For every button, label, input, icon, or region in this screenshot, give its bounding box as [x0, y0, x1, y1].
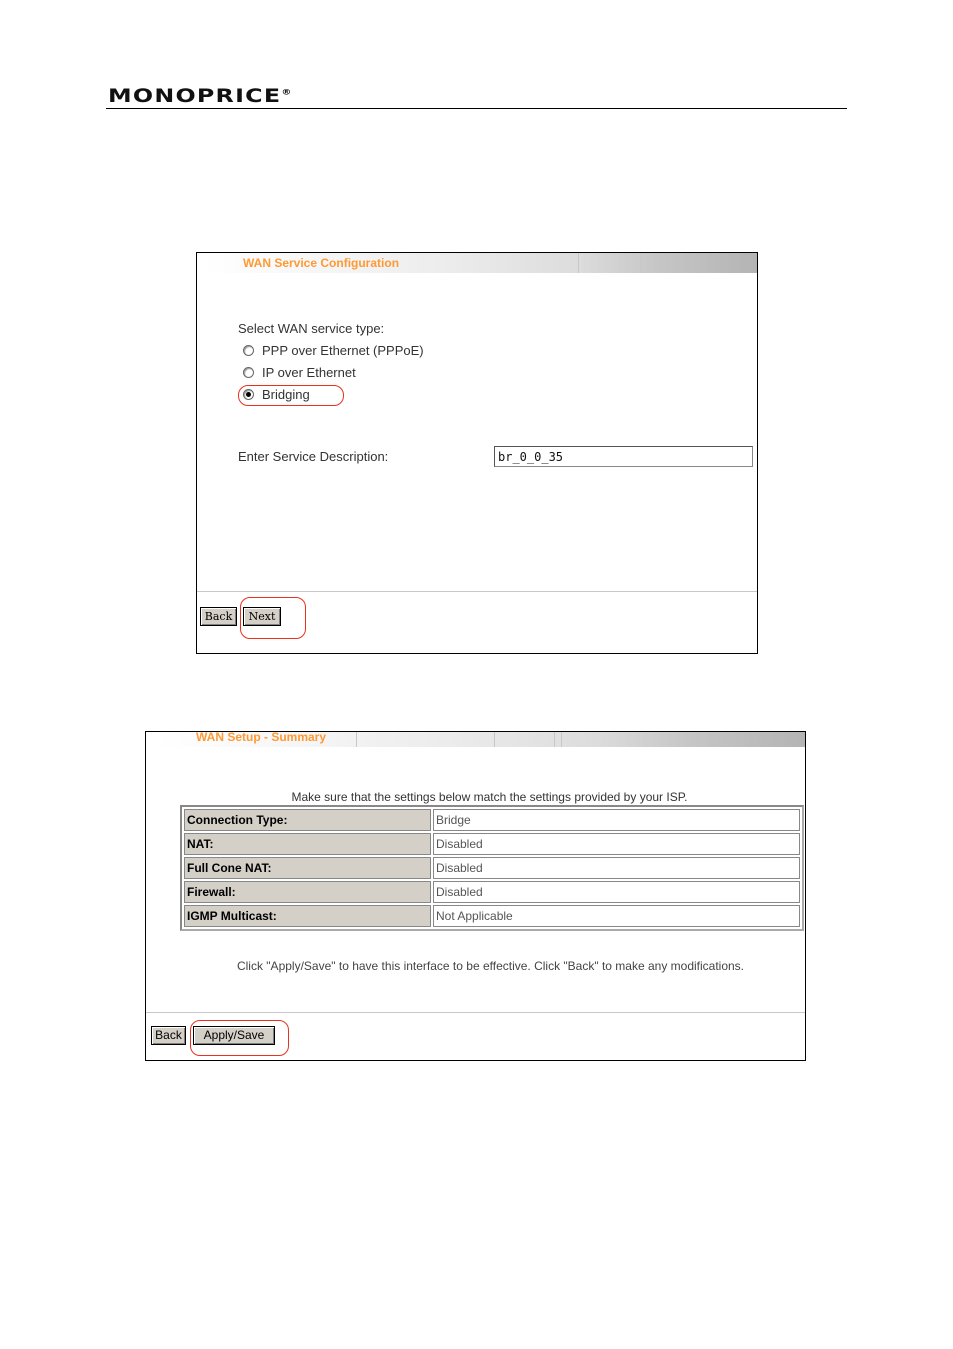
monoprice-logo: MONOPRICE®	[108, 85, 293, 107]
table-row	[184, 881, 800, 903]
panel-title: WAN Setup - Summary	[196, 731, 327, 744]
table-row	[184, 833, 800, 855]
wan-service-config-panel	[196, 252, 758, 654]
panel-title: WAN Service Configuration	[243, 256, 400, 270]
row-value: Bridge	[433, 809, 800, 831]
table-row	[184, 809, 800, 831]
row-value: Disabled	[433, 833, 800, 855]
wan-setup-summary-panel	[145, 731, 806, 1061]
radio-option-ipoe[interactable]	[243, 365, 356, 380]
footer-divider	[146, 1012, 805, 1013]
radio-label: Bridging	[262, 387, 310, 402]
row-value: Disabled	[433, 857, 800, 879]
service-description-label: Enter Service Description:	[238, 449, 389, 464]
service-type-prompt: Select WAN service type:	[238, 321, 385, 336]
panel-titlebar	[203, 253, 757, 273]
service-description-input[interactable]	[494, 446, 753, 467]
footer-divider	[197, 591, 757, 592]
apply-save-button[interactable]: Apply/Save	[193, 1026, 275, 1045]
next-highlight	[240, 597, 306, 639]
row-value: Disabled	[433, 881, 800, 903]
table-row	[184, 857, 800, 879]
back-button[interactable]: Back	[200, 607, 237, 626]
isp-notice: Make sure that the settings below match the settings provided by your ISP.	[291, 790, 688, 804]
row-key: IGMP Multicast:	[184, 905, 431, 927]
row-key: NAT:	[184, 833, 431, 855]
radio-button[interactable]	[243, 367, 254, 378]
next-button[interactable]: Next	[243, 607, 281, 626]
apply-save-highlight	[190, 1020, 289, 1056]
radio-option-pppoe[interactable]	[243, 343, 424, 358]
table-row	[184, 905, 800, 927]
row-key: Full Cone NAT:	[184, 857, 431, 879]
radio-label: IP over Ethernet	[262, 365, 356, 380]
row-value: Not Applicable	[433, 905, 800, 927]
apply-instructions: Click "Apply/Save" to have this interface to be effective. Click "Back" to make any modifications.	[236, 959, 745, 973]
radio-label: PPP over Ethernet (PPPoE)	[262, 343, 424, 358]
row-key: Firewall:	[184, 881, 431, 903]
panel-titlebar	[156, 731, 805, 747]
radio-button[interactable]	[243, 345, 254, 356]
summary-table	[180, 805, 804, 931]
bridging-highlight	[238, 385, 344, 406]
row-key: Connection Type:	[184, 809, 431, 831]
header-divider	[106, 108, 847, 109]
back-button[interactable]: Back	[151, 1026, 186, 1045]
